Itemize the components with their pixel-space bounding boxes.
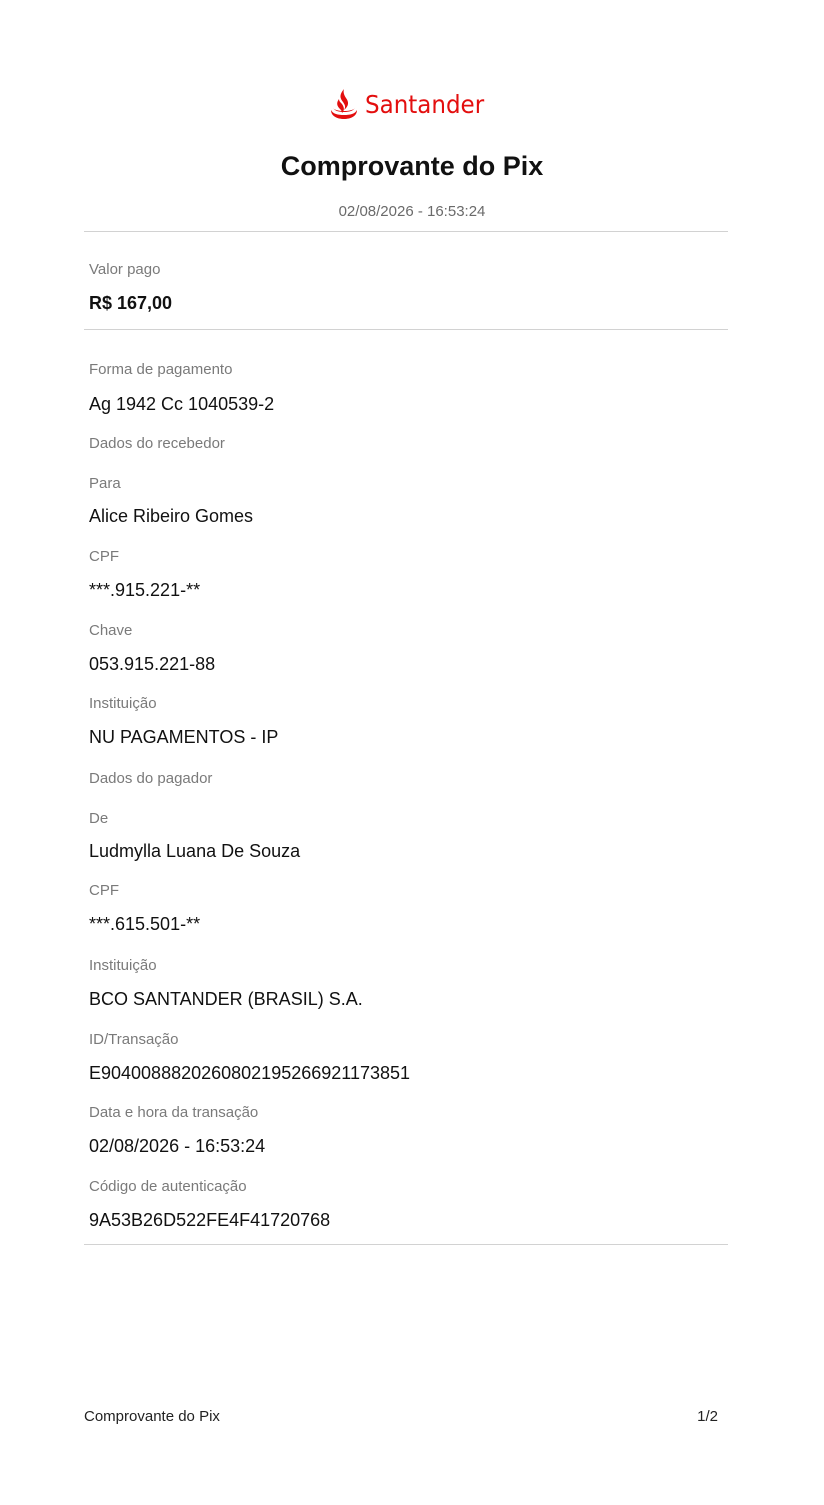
receipt-datetime: 02/08/2026 - 16:53:24 bbox=[338, 203, 486, 220]
receiver-to-label: Para bbox=[89, 475, 121, 492]
footer-title: Comprovante do Pix bbox=[84, 1408, 220, 1425]
payer-cpf-label: CPF bbox=[89, 882, 119, 899]
auth-code-label: Código de autenticação bbox=[89, 1178, 247, 1195]
payer-from-label: De bbox=[89, 810, 109, 827]
brand-logo bbox=[0, 88, 824, 120]
payer-cpf-value: ***.615.501-** bbox=[89, 914, 201, 934]
amount-value: R$ 167,00 bbox=[89, 293, 173, 313]
receiver-name: Alice Ribeiro Gomes bbox=[89, 506, 254, 526]
receiver-key-label: Chave bbox=[89, 622, 133, 639]
brand-name: Santander bbox=[365, 89, 485, 119]
receiver-institution-label: Instituição bbox=[89, 695, 157, 712]
receiver-cpf-label: CPF bbox=[89, 548, 119, 565]
divider bbox=[84, 329, 728, 330]
transaction-id-label: ID/Transação bbox=[89, 1031, 179, 1048]
santander-flame-icon bbox=[329, 88, 359, 120]
auth-code-value: 9A53B26D522FE4F41720768 bbox=[89, 1210, 331, 1230]
receiver-institution-value: NU PAGAMENTOS - IP bbox=[89, 727, 279, 747]
divider bbox=[84, 1244, 728, 1245]
receiver-key-value: 053.915.221-88 bbox=[89, 654, 216, 674]
receiver-section-label: Dados do recebedor bbox=[89, 435, 225, 452]
transaction-datetime-label: Data e hora da transação bbox=[89, 1104, 259, 1121]
amount-label: Valor pago bbox=[89, 261, 161, 278]
divider bbox=[84, 231, 728, 232]
page-number: 1/2 bbox=[697, 1408, 718, 1425]
page-title: Comprovante do Pix bbox=[280, 151, 544, 181]
payment-method-label: Forma de pagamento bbox=[89, 361, 233, 378]
payer-institution-value: BCO SANTANDER (BRASIL) S.A. bbox=[89, 989, 363, 1009]
payer-institution-label: Instituição bbox=[89, 957, 157, 974]
receiver-cpf-value: ***.915.221-** bbox=[89, 580, 201, 600]
payer-name: Ludmylla Luana De Souza bbox=[89, 841, 301, 861]
payer-section-label: Dados do pagador bbox=[89, 770, 213, 787]
transaction-datetime-value: 02/08/2026 - 16:53:24 bbox=[89, 1136, 266, 1156]
payment-method-value: Ag 1942 Cc 1040539-2 bbox=[89, 394, 275, 414]
transaction-id-value: E9040088820260802195266921173851 bbox=[89, 1063, 411, 1083]
